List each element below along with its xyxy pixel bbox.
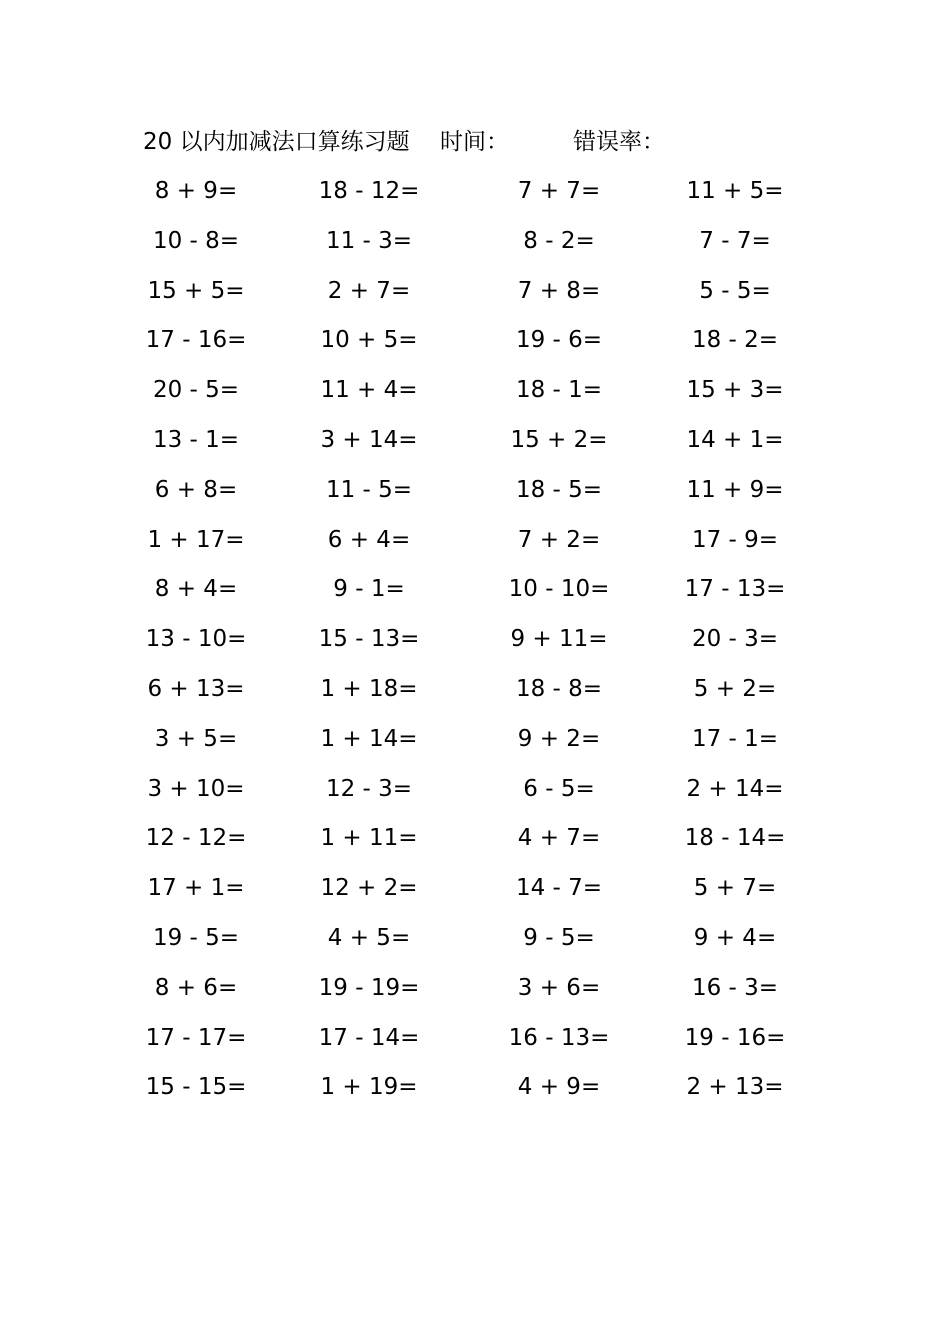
problem-row bbox=[0, 621, 950, 671]
math-problem: 12 - 3= bbox=[325, 775, 413, 802]
math-problem: 1 + 17= bbox=[147, 526, 245, 553]
math-problem: 3 + 6= bbox=[517, 974, 601, 1001]
math-problem: 6 + 4= bbox=[327, 526, 411, 553]
math-problem: 17 - 9= bbox=[691, 526, 779, 553]
math-problem: 18 - 14= bbox=[684, 825, 786, 852]
math-problem: 1 + 18= bbox=[320, 675, 418, 702]
math-problem: 11 - 5= bbox=[325, 476, 413, 503]
math-problem: 7 + 2= bbox=[517, 526, 601, 553]
problem-row bbox=[0, 1069, 950, 1119]
math-problem: 18 - 12= bbox=[318, 178, 420, 204]
math-problem: 12 + 2= bbox=[320, 875, 418, 902]
math-problem: 18 - 5= bbox=[515, 476, 603, 503]
math-problem: 11 + 4= bbox=[320, 377, 418, 404]
math-problem: 16 - 13= bbox=[508, 1024, 610, 1051]
math-problem: 5 - 5= bbox=[699, 277, 771, 304]
problem-row bbox=[0, 1020, 950, 1070]
math-problem: 4 + 5= bbox=[327, 924, 411, 951]
math-problem: 9 - 1= bbox=[333, 576, 405, 603]
math-problem: 5 + 2= bbox=[693, 675, 777, 702]
math-problem: 6 + 13= bbox=[147, 675, 245, 702]
math-problem: 8 + 4= bbox=[154, 576, 238, 603]
problem-row bbox=[0, 820, 950, 870]
math-problem: 15 + 3= bbox=[686, 377, 784, 404]
problem-row bbox=[0, 372, 950, 422]
time-label: 时间： bbox=[440, 129, 509, 155]
math-problem: 8 + 9= bbox=[154, 178, 238, 204]
math-problem: 19 - 16= bbox=[684, 1024, 786, 1051]
problem-grid bbox=[0, 173, 950, 1119]
math-problem: 20 - 3= bbox=[691, 626, 779, 653]
problem-row bbox=[0, 870, 950, 920]
math-problem: 10 - 8= bbox=[152, 227, 240, 254]
problem-row bbox=[0, 273, 950, 323]
math-problem: 1 + 19= bbox=[320, 1074, 418, 1101]
problem-row bbox=[0, 721, 950, 771]
problem-row bbox=[0, 522, 950, 572]
math-problem: 9 + 2= bbox=[517, 725, 601, 752]
math-problem: 17 - 1= bbox=[691, 725, 779, 752]
math-problem: 19 - 5= bbox=[152, 924, 240, 951]
math-problem: 17 + 1= bbox=[147, 875, 245, 902]
math-problem: 8 - 2= bbox=[523, 227, 595, 254]
math-problem: 14 - 7= bbox=[515, 875, 603, 902]
math-problem: 4 + 7= bbox=[517, 825, 601, 852]
problem-row bbox=[0, 920, 950, 970]
math-problem: 2 + 14= bbox=[686, 775, 784, 802]
math-problem: 9 + 11= bbox=[510, 626, 608, 653]
math-problem: 13 - 10= bbox=[145, 626, 247, 653]
math-problem: 8 + 6= bbox=[154, 974, 238, 1001]
math-problem: 15 + 5= bbox=[147, 277, 245, 304]
math-problem: 17 - 17= bbox=[145, 1024, 247, 1051]
math-problem: 10 - 10= bbox=[508, 576, 610, 603]
math-problem: 19 - 19= bbox=[318, 974, 420, 1001]
math-problem: 1 + 14= bbox=[320, 725, 418, 752]
math-problem: 11 + 9= bbox=[686, 476, 784, 503]
math-problem: 6 - 5= bbox=[523, 775, 595, 802]
math-problem: 18 - 1= bbox=[515, 377, 603, 404]
math-problem: 17 - 13= bbox=[684, 576, 786, 603]
math-problem: 18 - 8= bbox=[515, 675, 603, 702]
math-problem: 4 + 9= bbox=[517, 1074, 601, 1101]
problem-row bbox=[0, 422, 950, 472]
worksheet-header bbox=[143, 124, 703, 160]
math-problem: 11 - 3= bbox=[325, 227, 413, 254]
math-problem: 14 + 1= bbox=[686, 426, 784, 453]
math-problem: 18 - 2= bbox=[691, 327, 779, 354]
problem-row bbox=[0, 322, 950, 372]
math-problem: 11 + 5= bbox=[686, 178, 784, 204]
math-problem: 5 + 7= bbox=[693, 875, 777, 902]
error-rate-label: 错误率： bbox=[573, 129, 665, 155]
math-problem: 12 - 12= bbox=[145, 825, 247, 852]
math-problem: 3 + 5= bbox=[154, 725, 238, 752]
worksheet-title: 20 以内加减法口算练习题 bbox=[143, 129, 410, 155]
problem-row bbox=[0, 970, 950, 1020]
problem-row bbox=[0, 771, 950, 821]
math-problem: 1 + 11= bbox=[320, 825, 418, 852]
math-problem: 9 - 5= bbox=[523, 924, 595, 951]
math-problem: 7 + 8= bbox=[517, 277, 601, 304]
problem-row bbox=[0, 472, 950, 522]
math-problem: 19 - 6= bbox=[515, 327, 603, 354]
problem-row bbox=[0, 571, 950, 621]
math-problem: 3 + 14= bbox=[320, 426, 418, 453]
math-problem: 2 + 7= bbox=[327, 277, 411, 304]
math-problem: 16 - 3= bbox=[691, 974, 779, 1001]
math-problem: 15 - 15= bbox=[145, 1074, 247, 1101]
math-problem: 7 + 7= bbox=[517, 178, 601, 204]
math-problem: 15 - 13= bbox=[318, 626, 420, 653]
math-problem: 20 - 5= bbox=[152, 377, 240, 404]
math-problem: 13 - 1= bbox=[152, 426, 240, 453]
math-problem: 6 + 8= bbox=[154, 476, 238, 503]
math-problem: 2 + 13= bbox=[686, 1074, 784, 1101]
problem-row bbox=[0, 671, 950, 721]
math-problem: 9 + 4= bbox=[693, 924, 777, 951]
math-problem: 10 + 5= bbox=[320, 327, 418, 354]
math-problem: 3 + 10= bbox=[147, 775, 245, 802]
problem-row bbox=[0, 223, 950, 273]
math-problem: 7 - 7= bbox=[699, 227, 771, 254]
math-problem: 17 - 16= bbox=[145, 327, 247, 354]
problem-row bbox=[0, 173, 950, 223]
math-problem: 17 - 14= bbox=[318, 1024, 420, 1051]
math-problem: 15 + 2= bbox=[510, 426, 608, 453]
